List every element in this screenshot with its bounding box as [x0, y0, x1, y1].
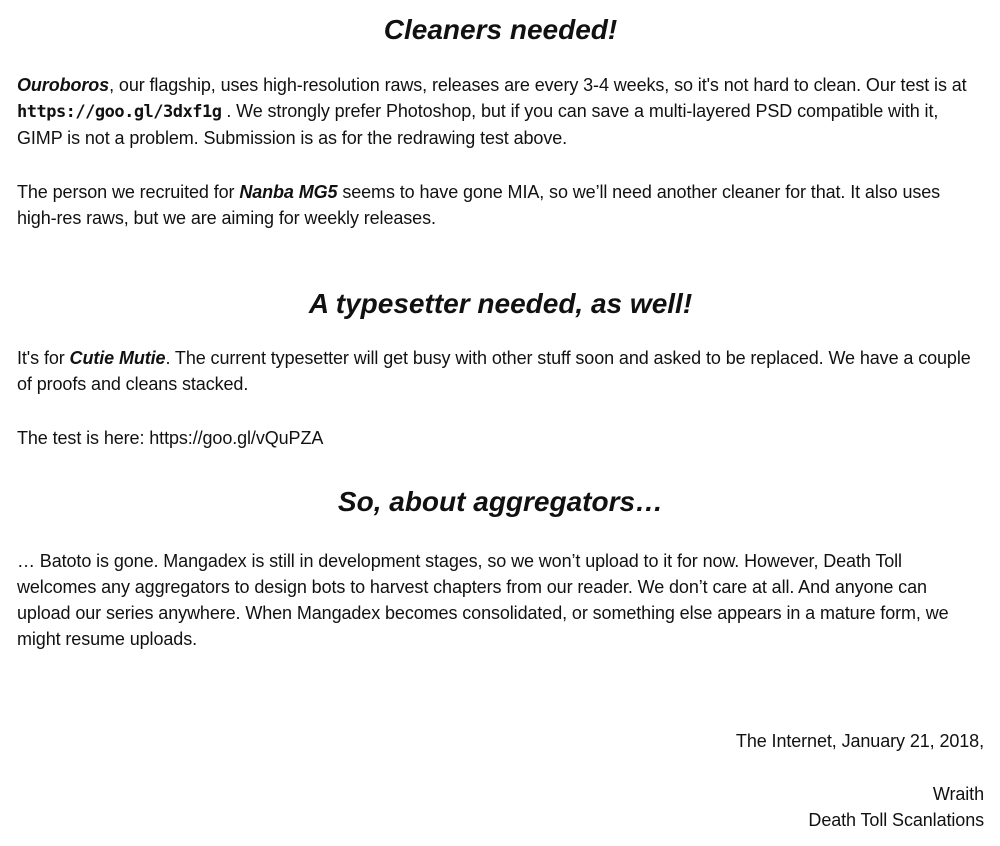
paragraph-text: , our flagship, uses high-resolution raws, releases are every 3-4 weeks, so it's not hard to clean. Our test is at [109, 75, 967, 95]
series-name-cutie-mutie: Cutie Mutie [69, 348, 166, 368]
signature-block [17, 781, 984, 833]
heading-typesetter-needed: A typesetter needed, as well! [308, 288, 693, 319]
typesetter-test-url: https://goo.gl/vQuPZA [149, 428, 324, 448]
series-name-nanba-mg5: Nanba MG5 [239, 182, 338, 202]
paragraph-typesetter-test [17, 425, 984, 451]
signature-dateline: The Internet, January 21, 2018, [735, 731, 984, 751]
heading-cleaners-needed: Cleaners needed! [383, 14, 618, 45]
paragraph-nanba-mg5 [17, 179, 984, 231]
cleaner-test-url: https://goo.gl/3dxf1g [17, 102, 222, 122]
paragraph-text: seems to have gone MIA, so we’ll need another cleaner for that. It also uses high-res raws, but we are aiming for weekly releases. [17, 182, 941, 228]
signature-name: Wraith [932, 784, 984, 804]
paragraph-text: The person we recruited for [17, 182, 240, 202]
test-here-label: The test is here: [17, 428, 150, 448]
paragraph-ouroboros [17, 72, 984, 151]
heading-aggregators: So, about aggregators… [337, 486, 664, 517]
paragraph-cutie-mutie [17, 345, 984, 397]
paragraph-text: It's for [17, 348, 70, 368]
series-name-ouroboros: Ouroboros [17, 75, 110, 95]
signature-group: Death Toll Scanlations [808, 810, 984, 830]
paragraph-text: . We strongly prefer Photoshop, but if you can save a multi-layered PSD compatible with it, GIMP is not a problem. Submission is as for the redrawing test above. [17, 101, 939, 148]
paragraph-text: . The current typesetter will get busy with other stuff soon and asked to be replaced. We have a couple of proofs and cleans stacked. [17, 348, 971, 394]
paragraph-aggregators: … Batoto is gone. Mangadex is still in development stages, so we won’t upload to it for now. However, Death Toll welcomes any aggregators to design bots to harvest chapters from our reader. We don’t care at all. And anyone can upload our series anywhere. When Mangadex becomes consolidated, or something else appears in a mature form, we might resume uploads. [17, 551, 949, 649]
